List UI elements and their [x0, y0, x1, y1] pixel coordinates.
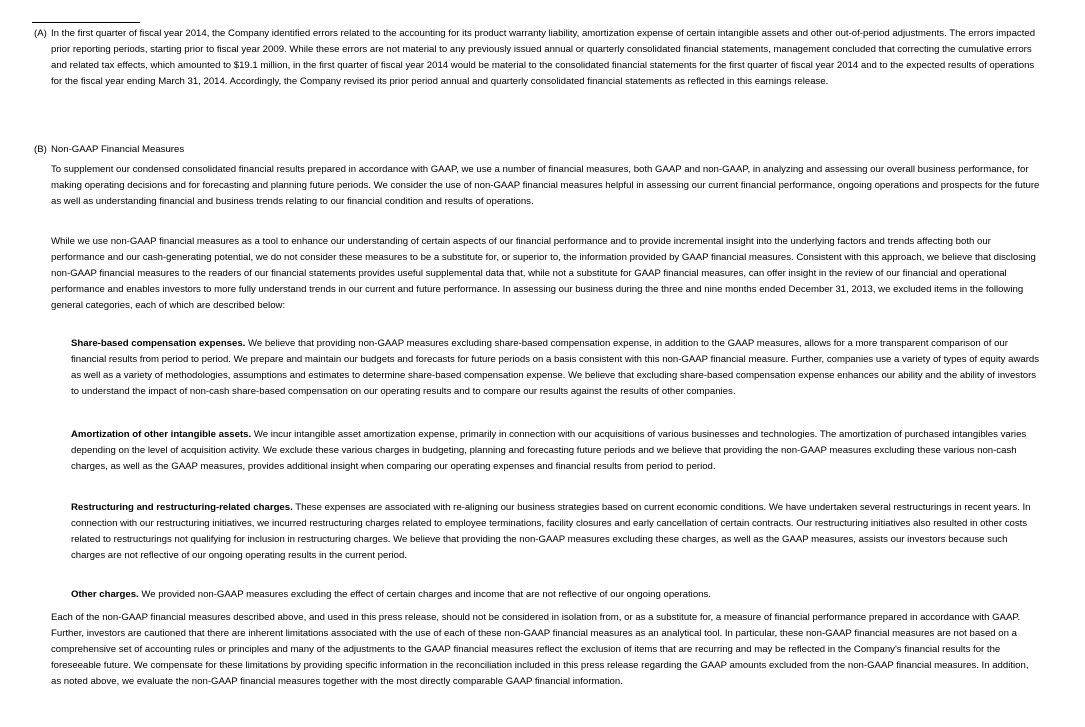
category-amortization-intangibles [71, 427, 1041, 475]
footnote-a-text: In the first quarter of fiscal year 2014, the Company identified errors related to the accounting for its product warranty liability, amortization expense of certain intangible assets and other out-of-period adjustments. The errors impacted prior reporting periods, starting prior to fiscal year 2009. While these errors are not material to any previously issued annual or quarterly consolidated financial statements, management concluded that correcting the cumulative errors and related tax effects, which amounted to $19.1 million, in the first quarter of fiscal year 2014 would be material to the consolidated financial statements for the first quarter of fiscal year 2014 and to the expected results of operations for the fiscal year ending March 31, 2014. Accordingly, the Company revised its prior period annual and quarterly consolidated financial statements as reflected in this earnings release. [51, 28, 1036, 87]
footnote-a [34, 26, 1044, 90]
non-gaap-paragraph-1: To supplement our condensed consolidated financial results prepared in accordance with GAAP, we use a number of financial measures, both GAAP and non-GAAP, in analyzing and assessing our overall business performance, for making operating decisions and for forecasting and planning future periods. We consider the use of non-GAAP financial measures helpful in assessing our current financial performance, ongoing operations and prospects for the future as well as understanding financial and business trends relating to our financial condition and results of operations. [51, 164, 1040, 207]
category-text: These expenses are associated with re-aligning our business strategies based on current economic conditions. We have undertaken several restructurings in recent years. In connection with our restructuring initiatives, we incurred restructuring charges related to employee terminations, facility closures and early cancellation of certain contracts. Our restructuring initiatives also resulted in other costs related to restructurings not qualifying for inclusion in restructuring charges. We believe that providing the non-GAAP measures excluding these charges, as well as the GAAP measures, assists our investors because such charges are not reflective of our ongoing operating results in the current period. [71, 502, 1031, 561]
category-share-based-compensation [71, 336, 1041, 400]
non-gaap-heading: Non-GAAP Financial Measures [51, 144, 185, 155]
footnote-a-marker: (A) [34, 28, 47, 39]
non-gaap-paragraph-3: Each of the non-GAAP financial measures described above, and used in this press release, should not be considered in isolation from, or as a substitute for, a measure of financial performance prepared in accordance with GAAP. Further, investors are cautioned that there are inherent limitations associated with the use of each of these non-GAAP financial measures as an analytical tool. In particular, these non-GAAP financial measures are not based on a comprehensive set of accounting rules or principles and many of the adjustments to the GAAP financial measures reflect the exclusion of items that are recurring and may be reflected in the Company's financial results for the foreseeable future. We compensate for these limitations by providing specific information in the reconciliation included in this press release regarding the GAAP amounts excluded from the non-GAAP financial measures. In addition, as noted above, we evaluate the non-GAAP financial measures together with the most directly comparable GAAP financial information. [51, 612, 1029, 687]
footnote-b-marker: (B) [34, 144, 47, 155]
category-restructuring-charges [71, 500, 1041, 564]
category-text: We provided non-GAAP measures excluding the effect of certain charges and income that are not reflective of our ongoing operations. [138, 589, 711, 600]
footnote-separator-rule [32, 22, 140, 23]
category-text: We incur intangible asset amortization expense, primarily in connection with our acquisitions of various businesses and technologies. The amortization of purchased intangibles varies depending on the level of acquisition activity. We exclude these various charges in budgeting, planning and forecasting future periods and we believe that providing the non-GAAP measures excluding these various non-cash charges, as well as the GAAP measures, provides additional insight when comparing our operating expenses and financial results from period to period. [71, 429, 1027, 472]
category-title: Other charges. [71, 589, 139, 600]
footnote-b-heading [34, 142, 1044, 158]
category-title: Share-based compensation expenses. [71, 338, 246, 349]
category-other-charges [71, 587, 1041, 603]
non-gaap-paragraph-2: While we use non-GAAP financial measures as a tool to enhance our understanding of certain aspects of our financial performance and to provide incremental insight into the underlying factors and trends affecting both our performance and our cash-generating potential, we do not consider these measures to be a substitute for, or superior to, the information provided by GAAP financial measures. Consistent with this approach, we believe that disclosing non-GAAP financial measures to the readers of our financial statements provides useful supplemental data that, while not a substitute for GAAP financial measures, can offer insight in the review of our financial and operational performance and enables investors to more fully understand trends in our current and future performance. In assessing our business during the three and nine months ended December 31, 2013, we excluded items in the following general categories, each of which are described below: [51, 236, 1036, 311]
category-title: Restructuring and restructuring-related charges. [71, 502, 293, 513]
category-title: Amortization of other intangible assets. [71, 429, 252, 440]
category-text: We believe that providing non-GAAP measures excluding share-based compensation expense, in addition to the GAAP measures, allows for a more transparent comparison of our financial results from period to period. We prepare and maintain our budgets and forecasts for future periods on a basis consistent with this non-GAAP financial measure. Further, companies use a variety of types of equity awards as well as a variety of methodologies, assumptions and estimates to determine share-based compensation expense. We believe that excluding share-based compensation expense enhances our ability and the ability of investors to understand the impact of non-cash share-based compensation on our operating results and to compare our results against the results of other companies. [71, 338, 1040, 397]
